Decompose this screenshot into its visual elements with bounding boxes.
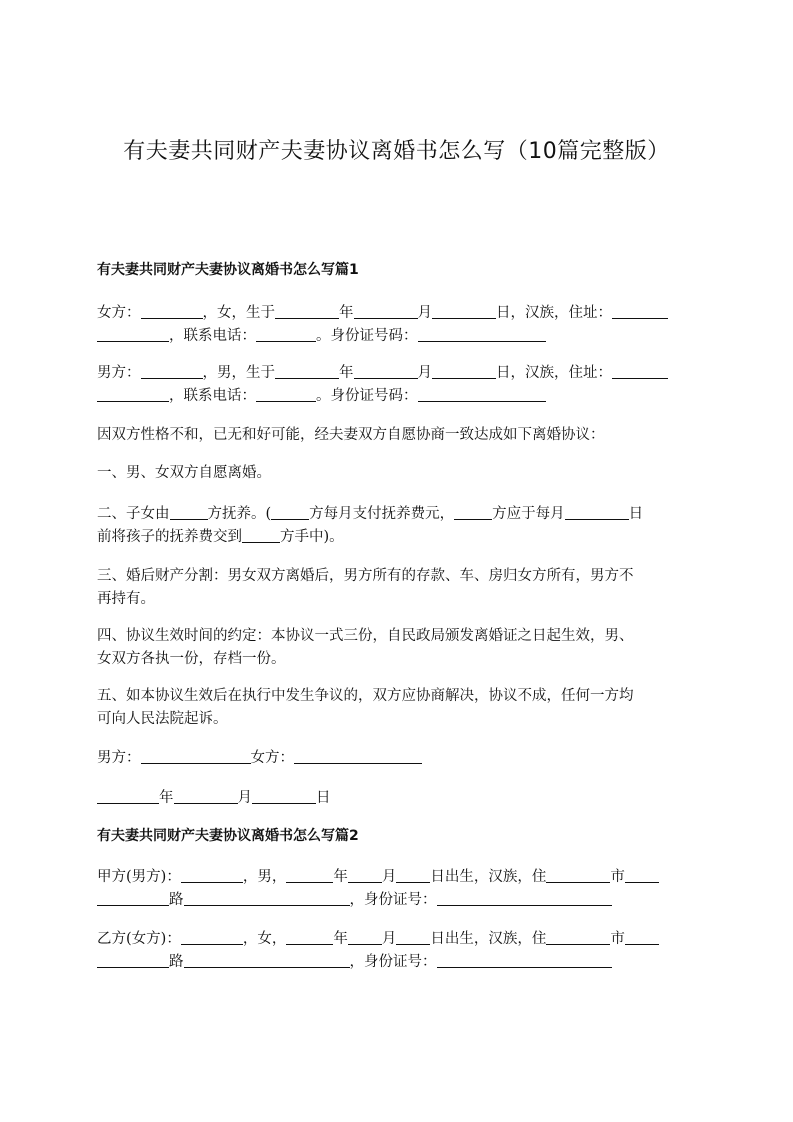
section-heading-2: 有夫妻共同财产夫妻协议离婚书怎么写篇2 bbox=[97, 828, 359, 844]
clause-2-text-g: 方手中)。 bbox=[280, 529, 344, 545]
wife-phone-label: ，联系电话： bbox=[169, 328, 256, 344]
date-month-blank bbox=[174, 788, 238, 804]
wife-label: 女方： bbox=[97, 305, 141, 321]
signature-line bbox=[97, 747, 697, 770]
party-a-line-2 bbox=[97, 889, 697, 912]
husband-address-blank-2 bbox=[97, 386, 169, 402]
wife-id-label: 。身份证号码： bbox=[316, 328, 418, 344]
date-year-blank bbox=[97, 788, 159, 804]
wife-day-text: 日，汉族，住址： bbox=[496, 305, 612, 321]
husband-info-paragraph bbox=[97, 362, 697, 408]
clause-2 bbox=[97, 503, 697, 549]
party-b-day-blank bbox=[396, 929, 430, 945]
husband-phone-label: ，联系电话： bbox=[169, 388, 256, 404]
clause-2-line-1 bbox=[97, 503, 697, 526]
female-signature-blank bbox=[294, 748, 422, 764]
party-b-id-label: ，身份证号： bbox=[349, 954, 437, 970]
party-a-district-blank bbox=[97, 890, 169, 906]
payment-day-blank bbox=[565, 504, 629, 520]
agreement-intro: 因双方性格不和，已无和好可能，经夫妻双方自愿协商一致达成如下离婚协议： bbox=[97, 427, 605, 443]
party-b-road-blank bbox=[184, 952, 350, 968]
party-a-paragraph bbox=[97, 866, 697, 912]
support-payer-blank bbox=[271, 504, 309, 520]
wife-month-text: 月 bbox=[417, 305, 432, 321]
support-party-blank bbox=[454, 504, 492, 520]
party-b-city-blank bbox=[546, 929, 610, 945]
party-a-month-text: 月 bbox=[381, 869, 397, 885]
wife-year-text: 年 bbox=[339, 305, 354, 321]
clause-5-line-1: 五、如本协议生效后在执行中发生争议的，双方应协商解决，协议不成，任何一方均 bbox=[97, 688, 634, 704]
date-year-text: 年 bbox=[159, 790, 174, 806]
wife-birth-day-blank bbox=[432, 303, 496, 319]
clause-1: 一、男、女双方自愿离婚。 bbox=[97, 465, 271, 481]
party-a-city-blank bbox=[546, 867, 610, 883]
female-signature-label: 女方： bbox=[250, 750, 294, 766]
party-b-label: 乙方(女方)： bbox=[97, 931, 181, 947]
party-a-month-blank bbox=[348, 867, 382, 883]
clause-2-line-2 bbox=[97, 526, 697, 549]
party-a-year-text: 年 bbox=[333, 869, 348, 885]
husband-month-text: 月 bbox=[417, 365, 432, 381]
husband-name-blank bbox=[141, 363, 203, 379]
clause-3-line-2: 再持有。 bbox=[97, 591, 155, 607]
clause-2-text-c: 方每月支付抚养费元， bbox=[309, 506, 455, 522]
party-a-road-text: 路 bbox=[169, 892, 184, 908]
clause-2-text-b: 方抚养。( bbox=[207, 506, 272, 522]
party-b-gender-text: ，女， bbox=[242, 931, 287, 947]
clause-5 bbox=[97, 685, 697, 731]
party-b-year-blank bbox=[286, 929, 333, 945]
party-b-month-blank bbox=[348, 929, 382, 945]
wife-birth-month-blank bbox=[354, 303, 418, 319]
male-signature-blank bbox=[141, 748, 251, 764]
party-a-day-blank bbox=[396, 867, 430, 883]
wife-info-line-1 bbox=[97, 302, 697, 325]
husband-address-blank bbox=[612, 363, 668, 379]
party-b-city-text: 市 bbox=[610, 931, 625, 947]
husband-gender-text: ，男，生于 bbox=[202, 365, 275, 381]
party-a-name-blank bbox=[181, 867, 243, 883]
husband-info-line-2 bbox=[97, 385, 697, 408]
party-a-id-blank bbox=[437, 890, 612, 906]
party-b-id-blank bbox=[437, 952, 612, 968]
recipient-party-blank bbox=[242, 527, 280, 543]
party-a-road-blank bbox=[184, 890, 350, 906]
custody-party-blank bbox=[170, 504, 208, 520]
party-b-born-text: 日出生，汉族，住 bbox=[430, 931, 547, 947]
party-a-city-text: 市 bbox=[610, 869, 625, 885]
party-b-year-text: 年 bbox=[333, 931, 348, 947]
wife-address-blank bbox=[612, 303, 668, 319]
party-b-line-2 bbox=[97, 951, 697, 974]
party-b-name-blank bbox=[181, 929, 243, 945]
husband-birth-year-blank bbox=[275, 363, 339, 379]
clause-3 bbox=[97, 565, 697, 611]
party-b-road-text: 路 bbox=[169, 954, 184, 970]
clause-3-line-1: 三、婚后财产分割：男女双方离婚后，男方所有的存款、车、房归女方所有，男方不 bbox=[97, 568, 634, 584]
clause-2-text-e: 日 bbox=[628, 506, 644, 522]
party-a-line-1 bbox=[97, 866, 697, 889]
husband-id-label: 。身份证号码： bbox=[316, 388, 418, 404]
husband-label: 男方： bbox=[97, 365, 141, 381]
party-a-gender-text: ，男， bbox=[242, 869, 287, 885]
party-a-id-label: ，身份证号： bbox=[349, 892, 437, 908]
date-day-blank bbox=[252, 788, 316, 804]
party-b-line-1 bbox=[97, 928, 697, 951]
section-heading-1: 有夫妻共同财产夫妻协议离婚书怎么写篇1 bbox=[97, 262, 359, 278]
date-day-text: 日 bbox=[316, 790, 331, 806]
date-line bbox=[97, 787, 697, 810]
clause-4 bbox=[97, 625, 697, 671]
clause-2-text-f: 前将孩子的抚养费交到 bbox=[97, 529, 242, 545]
wife-birth-year-blank bbox=[275, 303, 339, 319]
clause-4-line-2: 女双方各执一份，存档一份。 bbox=[97, 651, 286, 667]
date-month-text: 月 bbox=[237, 790, 252, 806]
husband-day-text: 日，汉族，住址： bbox=[496, 365, 612, 381]
party-a-born-text: 日出生，汉族，住 bbox=[430, 869, 547, 885]
clause-5-line-2: 可向人民法院起诉。 bbox=[97, 711, 228, 727]
wife-phone-blank bbox=[256, 326, 316, 342]
husband-year-text: 年 bbox=[339, 365, 354, 381]
wife-info-paragraph bbox=[97, 302, 697, 348]
party-b-paragraph bbox=[97, 928, 697, 974]
clause-2-text-a: 二、子女由 bbox=[97, 506, 170, 522]
party-a-label: 甲方(男方)： bbox=[97, 869, 181, 885]
wife-address-blank-2 bbox=[97, 326, 169, 342]
party-a-city-blank-2 bbox=[625, 867, 659, 883]
clause-2-text-d: 方应于每月 bbox=[492, 506, 565, 522]
party-b-month-text: 月 bbox=[381, 931, 397, 947]
party-b-district-blank bbox=[97, 952, 169, 968]
husband-birth-day-blank bbox=[432, 363, 496, 379]
husband-id-blank bbox=[418, 386, 546, 402]
husband-info-line-1 bbox=[97, 362, 697, 385]
party-b-city-blank-2 bbox=[625, 929, 659, 945]
wife-id-blank bbox=[418, 326, 546, 342]
male-signature-label: 男方： bbox=[97, 750, 141, 766]
wife-info-line-2 bbox=[97, 325, 697, 348]
husband-birth-month-blank bbox=[354, 363, 418, 379]
wife-name-blank bbox=[141, 303, 203, 319]
party-a-year-blank bbox=[286, 867, 333, 883]
document-title: 有夫妻共同财产夫妻协议离婚书怎么写（10篇完整版） bbox=[123, 139, 670, 164]
wife-gender-text: ，女，生于 bbox=[202, 305, 275, 321]
husband-phone-blank bbox=[256, 386, 316, 402]
clause-4-line-1: 四、协议生效时间的约定：本协议一式三份，自民政局颁发离婚证之日起生效，男、 bbox=[97, 628, 634, 644]
